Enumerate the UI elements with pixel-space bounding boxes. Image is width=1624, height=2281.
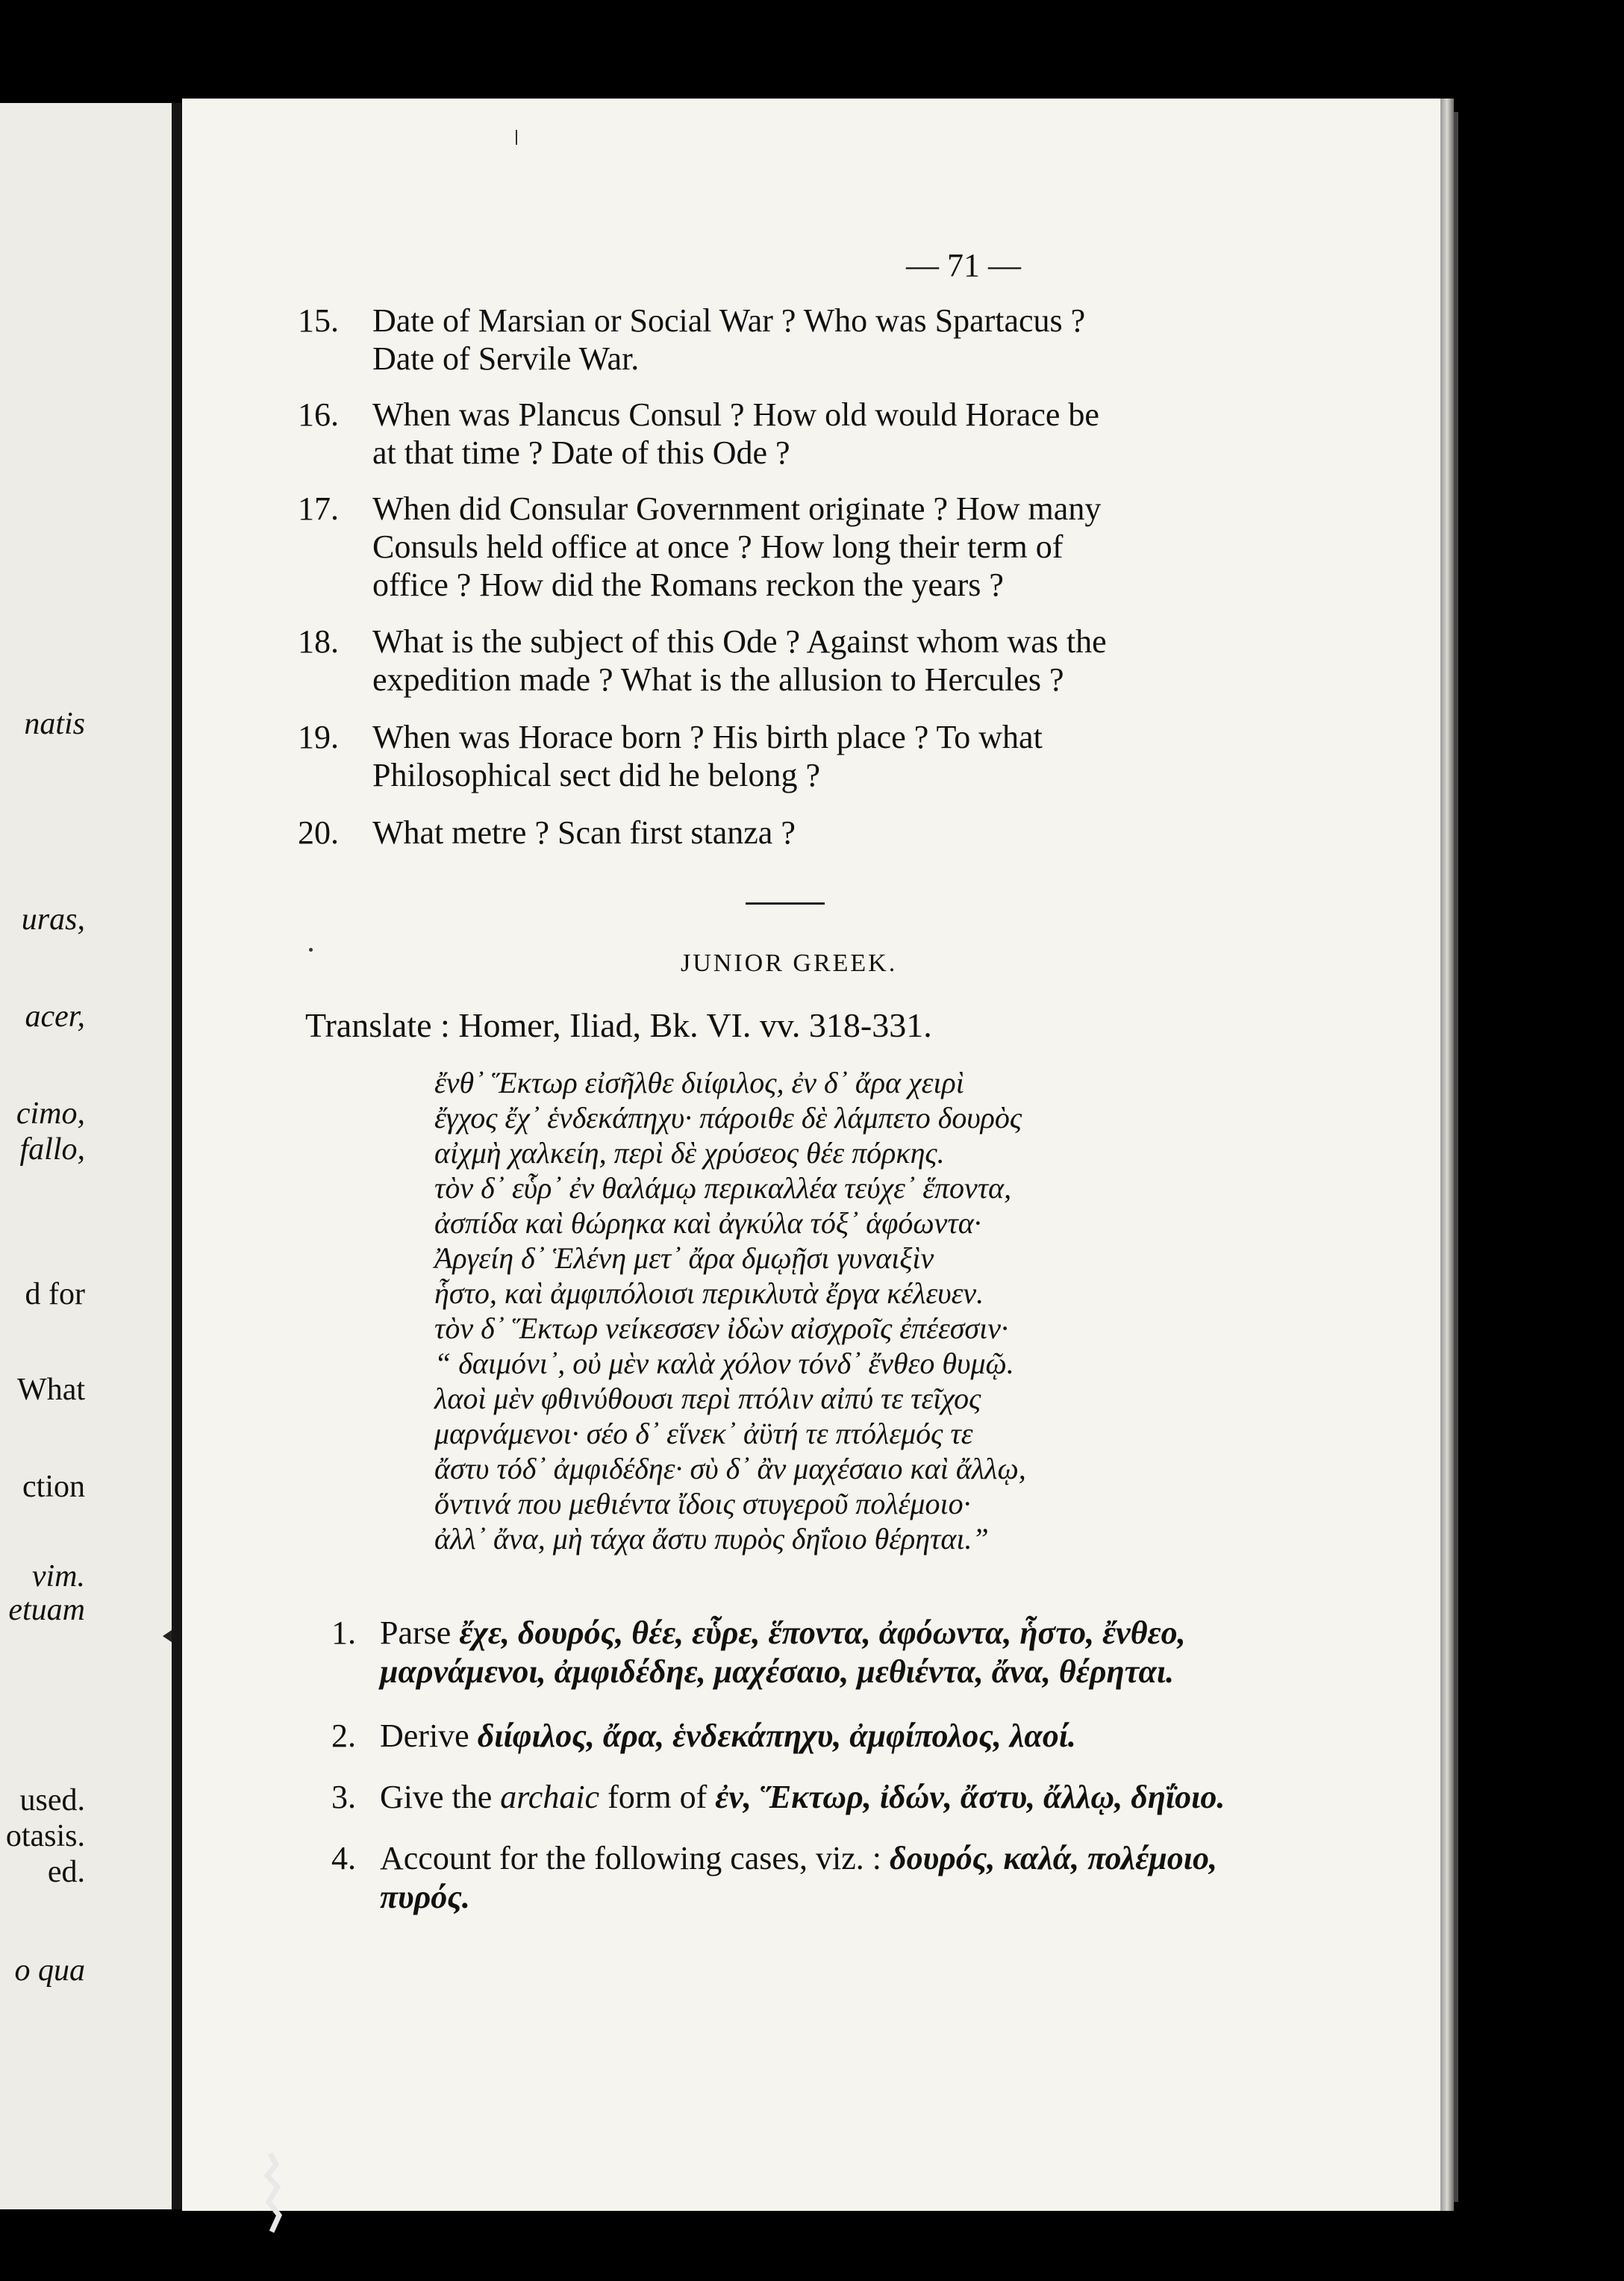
question-line: Date of Marsian or Social War ? Who was Spartacus ?: [372, 302, 1086, 339]
page-speck: [309, 948, 313, 952]
question-number: 16.: [298, 396, 339, 433]
question-line: office ? How did the Romans reckon the years ?: [372, 567, 1004, 603]
question-line: When was Horace born ? His birth place ? To what: [372, 719, 1043, 755]
section-divider: [746, 902, 825, 905]
scan-speck: [254, 2150, 291, 2239]
greek-verse: μαρνάμενοι· σέο δ᾽ εἵνεκ᾽ ἀϋτή τε πτόλεμός τε: [434, 1417, 973, 1450]
book-page: [182, 99, 1440, 2211]
left-fragment: otasis.: [5, 1819, 85, 1853]
previous-page-fragment: [0, 103, 173, 2209]
left-fragment: uras,: [21, 902, 85, 937]
page-number: — 71 —: [906, 247, 1021, 284]
left-fragment: etuam: [8, 1593, 85, 1627]
question-line: Consuls held office at once ? How long their term of: [372, 528, 1064, 565]
exercise-label: Derive: [380, 1717, 469, 1754]
section-heading: JUNIOR GREEK.: [681, 949, 898, 977]
question-line: expedition made ? What is the allusion to Hercules ?: [372, 661, 1064, 698]
exercise-number: 3.: [331, 1779, 356, 1815]
left-fragment: cimo,: [16, 1096, 85, 1131]
greek-terms: δουρός, καλά, πολέμοιο,: [890, 1840, 1217, 1876]
greek-verse: Ἀργείη δ᾽ Ἑλένη μετ᾽ ἄρα δμῳῇσι γυναιξὶν: [434, 1241, 934, 1275]
left-fragment: d for: [25, 1277, 85, 1311]
greek-verse: ἀσπίδα καὶ θώρηκα καὶ ἀγκύλα τόξ᾽ ἁφόωντα·: [434, 1206, 981, 1240]
greek-verse: αἰχμὴ χαλκείη, περὶ δὲ χρύσεος θέε πόρκης.: [434, 1136, 945, 1170]
page-edge: [1440, 99, 1454, 2211]
greek-terms: πυρός.: [380, 1879, 470, 1915]
question-number: 19.: [298, 719, 339, 755]
left-fragment: ed.: [47, 1855, 85, 1889]
exercise-number: 4.: [331, 1840, 356, 1876]
exercise-label: form of: [608, 1779, 708, 1815]
greek-verse: “ δαιμόνι᾽, οὐ μὲν καλὰ χόλον τόνδ᾽ ἔνθεο θυμῷ.: [434, 1347, 1014, 1380]
left-fragment: vim.: [31, 1559, 85, 1594]
greek-verse: ἀλλ᾽ ἄνα, μὴ τάχα ἄστυ πυρὸς δηΐοιο θέρηται.”: [434, 1522, 989, 1555]
left-fragment: natis: [24, 707, 85, 741]
left-fragment: What: [17, 1373, 85, 1407]
question-number: 20.: [298, 814, 339, 851]
left-fragment: o qua: [14, 1953, 85, 1988]
greek-terms: μαρνάμενοι, ἀμφιδέδηε, μαχέσαιο, μεθιέντα, ἄνα, θέρηται.: [380, 1653, 1175, 1690]
question-line: When did Consular Government originate ? How many: [372, 490, 1102, 527]
greek-verse: λαοὶ μὲν φθινύθουσι περὶ πτόλιν αἰπύ τε τεῖχος: [434, 1382, 981, 1415]
greek-verse: τὸν δ᾽ εὗρ᾽ ἐν θαλάμῳ περικαλλέα τεύχε᾽ ἕποντα,: [434, 1171, 1012, 1205]
greek-verse: ἧστο, καὶ ἀμφιπόλοισι περικλυτὰ ἔργα κέλευεν.: [434, 1276, 984, 1310]
greek-terms: διίφιλος, ἄρα, ἑνδεκάπηχυ, ἀμφίπολος, λαοί.: [477, 1717, 1076, 1754]
translate-instruction: Translate : Homer, Iliad, Bk. VI. vv. 318-331.: [305, 1006, 932, 1044]
question-line: Date of Servile War.: [372, 340, 640, 377]
greek-verse: τὸν δ᾽ Ἕκτωρ νείκεσσεν ἰδὼν αἰσχροῖς ἐπέεσσιν·: [434, 1311, 1009, 1345]
exercise-number: 1.: [331, 1614, 356, 1651]
left-fragment: used.: [19, 1783, 85, 1817]
question-line: What metre ? Scan first stanza ?: [372, 814, 796, 851]
exercise-number: 2.: [331, 1717, 356, 1754]
exercise-label: Account for the following cases, viz. :: [380, 1840, 882, 1876]
exercise-label: Parse: [380, 1614, 452, 1651]
greek-terms: ἔχε, δουρός, θέε, εὗρε, ἕποντα, ἀφόωντα, ἧστο, ἔνθεο,: [459, 1614, 1186, 1651]
question-line: Philosophical sect did he belong ?: [372, 757, 820, 793]
left-fragment: fallo,: [19, 1132, 85, 1167]
question-number: 15.: [298, 302, 339, 339]
page-edge-shadow: [1454, 112, 1458, 2202]
question-line: What is the subject of this Ode ? Against whom was the: [372, 623, 1107, 660]
question-line: When was Plancus Consul ? How old would Horace be: [372, 396, 1099, 433]
left-fragment: acer,: [25, 999, 85, 1034]
emphasized-word: archaic: [500, 1779, 600, 1815]
greek-verse: ἄστυ τόδ᾽ ἀμφιδέδηε· σὺ δ᾽ ἂν μαχέσαιο καὶ ἄλλῳ,: [434, 1452, 1026, 1485]
page-speck: [516, 130, 517, 145]
greek-verse: ἔνθ᾽ Ἕκτωρ εἰσῆλθε διίφιλος, ἐν δ᾽ ἄρα χειρὶ: [434, 1066, 964, 1099]
question-number: 17.: [298, 490, 339, 527]
question-number: 18.: [298, 623, 339, 660]
left-fragment: ction: [22, 1470, 85, 1504]
greek-verse: ὅντινά που μεθιέντα ἴδοις στυγεροῦ πολέμοιο·: [434, 1487, 971, 1520]
question-line: at that time ? Date of this Ode ?: [372, 434, 790, 471]
greek-verse: ἔγχος ἔχ᾽ ἑνδεκάπηχυ· πάροιθε δὲ λάμπετο δουρὸς: [434, 1101, 1022, 1135]
exercise-label: Give the: [380, 1779, 493, 1815]
greek-terms: ἐν, Ἕκτωρ, ἰδών, ἄστυ, ἄλλῳ, δηΐοιο.: [715, 1779, 1225, 1815]
